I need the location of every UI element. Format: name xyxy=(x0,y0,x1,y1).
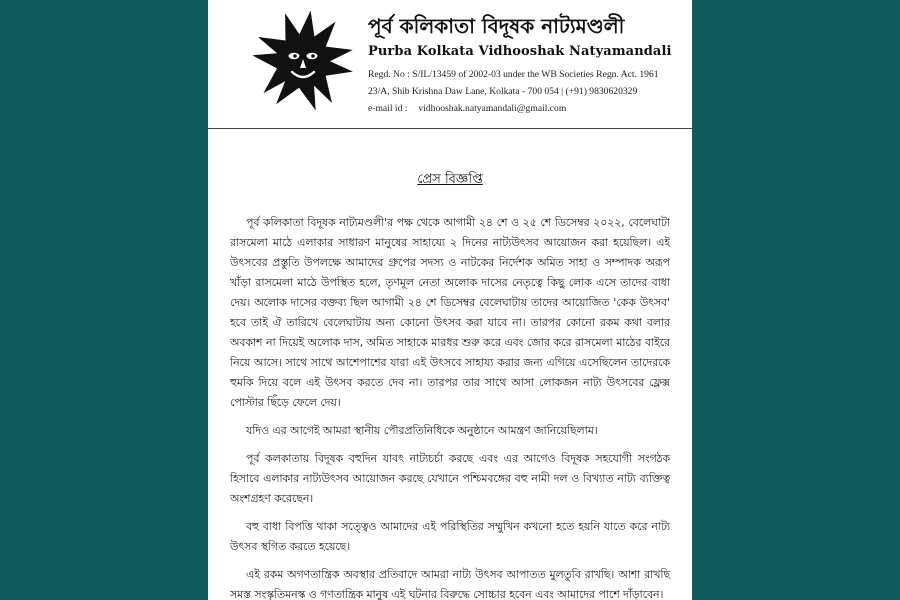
document-body xyxy=(230,213,670,600)
email-address: vidhooshak.natyamandali@gmail.com xyxy=(418,103,567,114)
header-divider xyxy=(208,128,692,129)
paragraph: এই রকম অগণতান্ত্রিক অবস্থার প্রতিবাদে আমরা নাট্য উৎসব আপাতত মুলতুবি রাখছি। আশা রাখছি সমস্ত সংস্কৃতিমনস্ক ও গণতান্ত্রিক মানুষ এই ঘটনার বিরুদ্ধে সোচ্চার হবেন এবং আমাদের পাশে দাঁড়াবেন। xyxy=(230,568,670,600)
organization-name-english: Purba Kolkata Vidhooshak Natyamandali xyxy=(368,44,672,59)
press-release-page xyxy=(208,0,692,600)
email-label: e-mail id : xyxy=(368,103,408,114)
sun-face-logo-icon xyxy=(250,8,356,114)
paragraph: যদিও এর আগেই আমরা স্থানীয় পৌরপ্রতিনিধিকে অনুষ্ঠানে আমন্ত্রণ জানিয়েছিলাম। xyxy=(246,424,598,437)
registration-line: Regd. No : S/IL/13459 of 2002-03 under the WB Societies Regn. Act. 1961 xyxy=(368,69,659,80)
paragraph: পূর্ব কলিকাতা বিদূষক নাট্যমণ্ডলী'র পক্ষ থেকে আগামী ২৪ শে ও ২৫ শে ডিসেম্বর ২০২২, বেলেঘাটা রাসমেলা মাঠে এলাকার সাধারণ মানুষের সাহায্যে ২ দিনের নাট্যউৎসব আয়োজন করা হয়েছিল। এই উৎসবের প্রস্তুতি উপলক্ষে আমাদের গ্রুপের সদস্য ও নাটকের নির্দেশক অমিত সাহা ও সম্পাদক অরূপ খাঁড়া রাসমেলা মাঠে উপস্থিত হলে, তৃণমূল নেতা অলোক দাসের নেতৃত্বে কিছু লোক এসে তাদের বাধা দেয়। অলোক দাসের বক্তব্য ছিল আগামী ২৪ শে ডিসেম্বর বেলেঘাটায় তাদের আয়োজিত 'কেক উৎসব' হবে তাই ঐ তারিখে বেলেঘাটায় অন্য কোনো উৎসব করা যাবে না। তারপর কোনো রকম কথা বলার অবকাশ না দিয়েই অলোক দাস, অমিত সাহাকে মারধর শুরু করে এবং জোর করে রাসমেলা মাঠের বাইরে নিয়ে আসে। সাথে সাথে আশেপাশের যারা এই উৎসবে সাহায্য করার জন্য এগিয়ে এসেছিলেন তাদেরকে হুমকি দিয়ে বলে এই উৎসব করতে দেব না। তারপর তার সাথে আসা লোকজন নাট্য উৎসবের ফ্লেক্স পোস্টার ছিঁড়ে ফেলে দেয়। xyxy=(230,216,670,409)
document-heading: প্রেস বিজ্ঞপ্তি xyxy=(417,172,483,187)
address-line: 23/A, Shib Krishna Daw Lane, Kolkata - 700 054 | (+91) 9830620329 xyxy=(368,86,638,97)
organization-name-bengali: পূর্ব কলিকাতা বিদূষক নাট্যমণ্ডলী xyxy=(368,14,625,38)
paragraph: পূর্ব কলকাতায় বিদূষক বহুদিন যাবৎ নাট্যচর্চা করছে এবং এর আগেও বিদূষক সহযোগী সংগঠক হিসাবে এলাকার নাট্যউৎসব আয়োজন করছে যেখানে পশ্চিমবঙ্গের বহু নামী দল ও বিখ্যাত নাট্য ব্যক্তিত্ব অংশগ্রহণ করেছেন। xyxy=(230,452,670,505)
letterhead xyxy=(208,0,692,128)
paragraph: বহু বাধা বিপত্তি থাকা সত্ত্বেও আমাদের এই পরিস্থিতির সম্মুখিন কখনো হতে হয়নি যাতে করে নাট্য উৎসব স্থগিত করতে হয়েছে। xyxy=(230,520,670,553)
email-line xyxy=(368,103,566,114)
